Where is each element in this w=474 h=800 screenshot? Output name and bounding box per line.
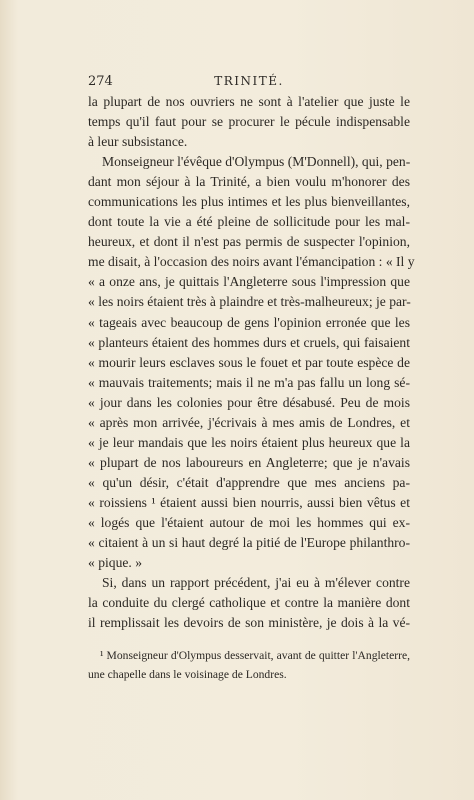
text-line: temps qu'il faut pour se procurer le pécule indispensable <box>88 114 410 130</box>
text-line: « tageais avec beaucoup de gens l'opinion erronée que les <box>88 314 410 330</box>
text-line: « qu'un désir, c'était d'apprendre que mes anciens pa- <box>88 474 410 490</box>
text-line: « mauvais traitements; mais il ne m'a pas fallu un long sé- <box>88 374 410 390</box>
text-line: dont toute la vie a été pleine de sollicitude pour les mal- <box>88 214 410 230</box>
text-line: « citaient à un si haut degré la pitié de l'Europe philanthro- <box>88 535 410 551</box>
text-line: « planteurs étaient des hommes durs et cruels, qui faisaient <box>88 334 410 350</box>
text-line: « mourir leurs esclaves sous le fouet et par toute espèce de <box>88 354 410 370</box>
footnote-line: une chapelle dans le voisinage de Londres. <box>88 668 287 681</box>
text-line: à leur subsistance. <box>88 134 188 150</box>
text-line: Si, dans un rapport précédent, j'ai eu à m'élever contre <box>102 575 410 591</box>
text-line: Monseigneur l'évêque d'Olympus (M'Donnell), qui, pen- <box>102 154 411 170</box>
text-line: la plupart de nos ouvriers ne sont à l'atelier que juste le <box>88 94 410 109</box>
text-line: la conduite du clergé catholique et contre la manière dont <box>88 595 410 611</box>
text-line: « après mon arrivée, j'écrivais à mes amis de Londres, et <box>88 414 410 430</box>
footnotes <box>88 646 410 684</box>
text-line: « pique. » <box>88 555 142 571</box>
footnote-line: ¹ Monseigneur d'Olympus desservait, avant de quitter l'Angleterre, <box>100 649 410 662</box>
text-line: « a onze ans, je quittais l'Angleterre sous l'impression que <box>88 274 410 290</box>
text-line: « logés que l'étaient autour de moi les hommes qui ex- <box>88 514 410 530</box>
running-header <box>88 74 410 92</box>
text-line: dant mon séjour à la Trinité, a bien voulu m'honorer des <box>88 174 410 190</box>
text-line: « plupart de nos laboureurs en Angleterre; que je n'avais <box>88 454 410 470</box>
text-line: « roissiens ¹ étaient aussi bien nourris, aussi bien vêtus et <box>88 494 410 510</box>
page-number: 274 <box>88 74 113 89</box>
text-line: « les noirs étaient très à plaindre et très-malheureux; je par- <box>88 294 411 310</box>
text-line: heureux, et dont il n'est pas permis de suspecter l'opinion, <box>88 234 410 250</box>
text-line: « jour dans les colonies pour être désabusé. Peu de mois <box>88 394 410 410</box>
text-line: me disait, à l'occasion des noirs avant l'émancipation : « Il y <box>88 254 415 270</box>
text-line: il remplissait les devoirs de son ministère, je dois à la vé- <box>88 615 410 631</box>
text-line: « je leur mandais que les noirs étaient plus heureux que la <box>88 434 410 450</box>
main-text <box>88 92 415 633</box>
text-line: communications les plus intimes et les plus bienveillantes, <box>88 194 410 210</box>
running-title: TRINITÉ. <box>214 74 284 88</box>
